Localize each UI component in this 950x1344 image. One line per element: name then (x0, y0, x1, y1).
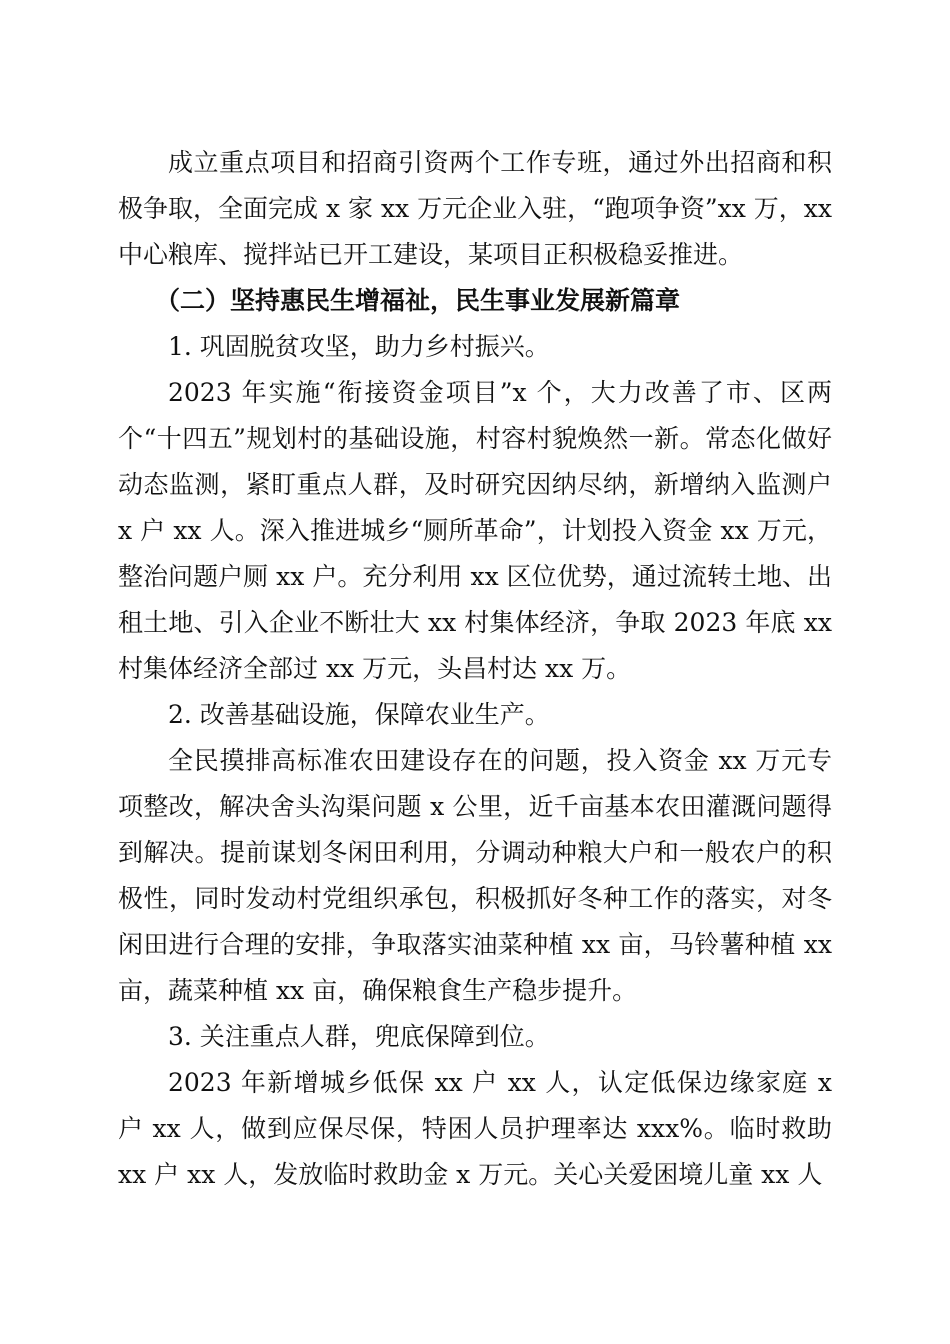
section-heading-livelihood: （二）坚持惠民生增福祉，民生事业发展新篇章 (155, 286, 681, 315)
document-body (118, 140, 832, 1198)
paragraph-infrastructure: 全民摸排高标准农田建设存在的问题，投入资金 xx 万元专项整改，解决舍头沟渠问题 x 公里，近千亩基本农田灌溉问题得到解决。提前谋划冬闲田利用，分调动种粮大户和一般农户的积极性，同时发动村党组织承包，积极抓好冬种工作的落实，对冬闲田进行合理的安排，争取落实油菜种植 xx 亩，马铃薯种植 xx 亩，蔬菜种植 xx 亩，确保粮食生产稳步提升。 (118, 746, 832, 1005)
paragraph-key-groups: 2023 年新增城乡低保 xx 户 xx 人，认定低保边缘家庭 x 户 xx 人，做到应保尽保，特困人员护理率达 xxx%。临时救助 xx 户 xx 人，发放临时救助金 x 万元。关心关爱困境儿童 xx 人 (118, 1068, 832, 1189)
paragraph-poverty-alleviation: 2023 年实施“衔接资金项目”x 个，大力改善了市、区两个“十四五”规划村的基础设施，村容村貌焕然一新。常态化做好动态监测，紧盯重点人群，及时研究因纳尽纳，新增纳入监测户 x 户 xx 人。深入推进城乡“厕所革命”，计划投入资金 xx 万元，整治问题户厕 xx 户。充分利用 xx 区位优势，通过流转土地、出租土地、引入企业不断壮大 xx 村集体经济，争取 2023 年底 xx 村集体经济全部过 xx 万元，头昌村达 xx 万。 (118, 378, 832, 683)
subheading-poverty-alleviation: 1. 巩固脱贫攻坚，助力乡村振兴。 (168, 332, 550, 361)
subheading-key-groups: 3. 关注重点人群，兜底保障到位。 (168, 1022, 550, 1051)
paragraph-investment: 成立重点项目和招商引资两个工作专班，通过外出招商和积极争取，全面完成 x 家 xx 万元企业入驻，“跑项争资”xx 万，xx 中心粮库、搅拌站已开工建设，某项目正积极稳妥推进。 (118, 148, 832, 269)
subheading-infrastructure: 2. 改善基础设施，保障农业生产。 (168, 700, 550, 729)
